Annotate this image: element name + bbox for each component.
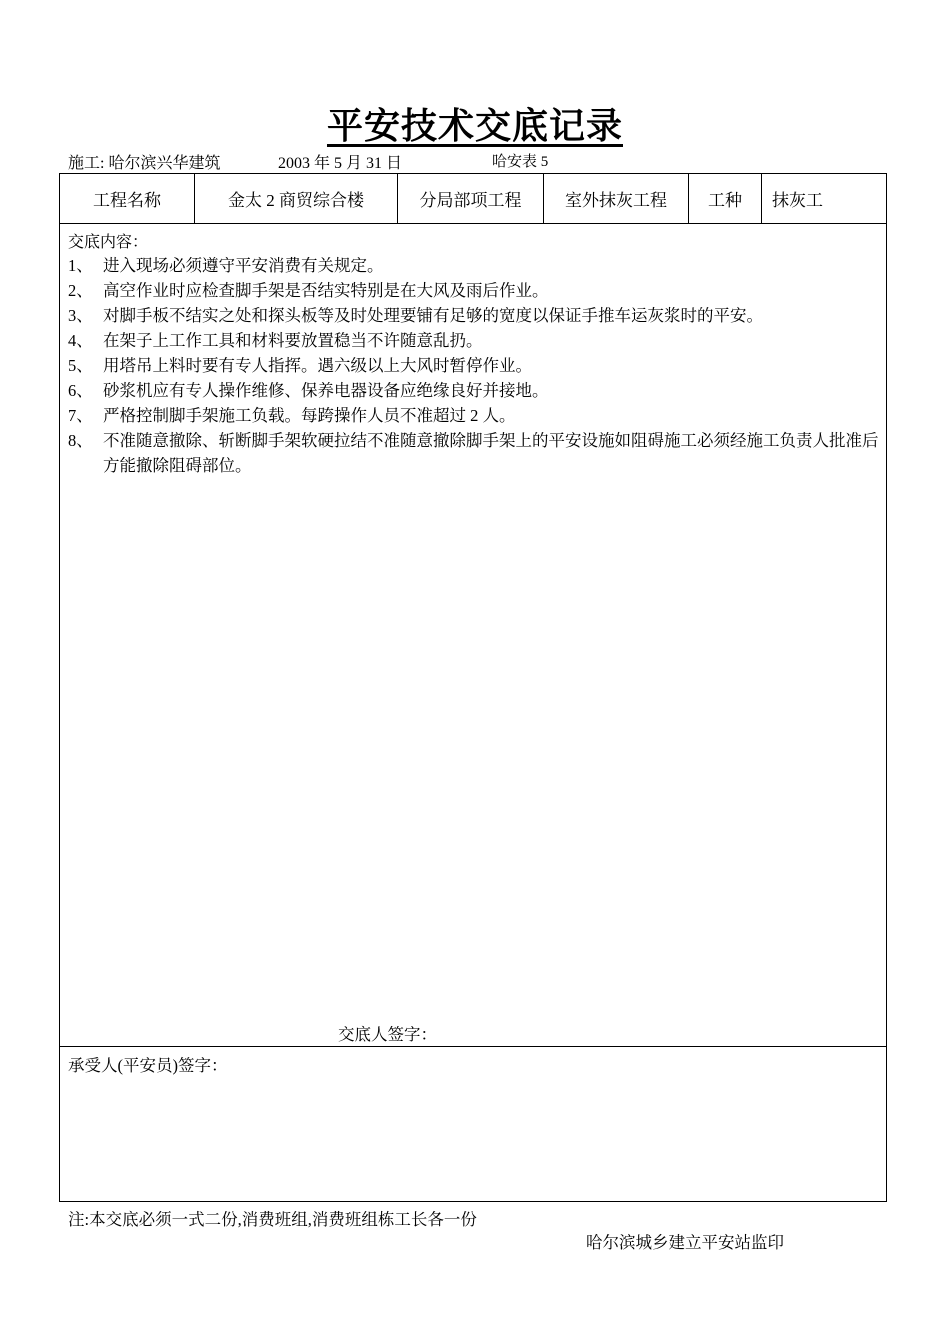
briefing-content-cell — [60, 224, 886, 1047]
trade-label: 工种 — [689, 174, 762, 223]
list-item — [68, 253, 883, 278]
item-text: 进入现场必须遵守平安消费有关规定。 — [103, 256, 384, 275]
item-number: 6、 — [68, 381, 93, 400]
receiver-signature-label: 承受人(平安员)签字： — [68, 1056, 228, 1075]
item-number: 3、 — [68, 306, 93, 325]
item-number: 1、 — [68, 256, 93, 275]
item-number: 4、 — [68, 331, 93, 350]
contractor-line: 施工: 哈尔滨兴华建筑 — [68, 155, 221, 172]
date-line: 2003 年 5 月 31 日 — [278, 155, 403, 172]
deliverer-signature-label: 交底人签字： — [338, 1025, 437, 1044]
list-item — [68, 328, 883, 353]
item-text: 砂浆机应有专人操作维修、保养电器设备应绝缘良好并接地。 — [103, 381, 549, 400]
list-item — [68, 378, 883, 403]
item-number: 2、 — [68, 281, 93, 300]
item-number: 5、 — [68, 356, 93, 375]
list-item — [68, 278, 883, 303]
item-text: 不准随意撤除、斩断脚手架软硬拉结不准随意撤除脚手架上的平安设施如阻碍施工必须经施工负责人批准后方能撤除阻碍部位。 — [103, 431, 879, 475]
sub-project-label: 分局部项工程 — [398, 174, 544, 223]
item-text: 对脚手板不结实之处和探头板等及时处理要铺有足够的宽度以保证手推车运灰浆时的平安。 — [103, 306, 763, 325]
form-code: 哈安表 5 — [492, 154, 549, 170]
project-header-row — [60, 174, 886, 224]
item-text: 严格控制脚手架施工负载。每跨操作人员不准超过 2 人。 — [103, 406, 516, 425]
item-text: 在架子上工作工具和材料要放置稳当不许随意乱扔。 — [103, 331, 483, 350]
footer-note: 注:本交底必须一式二份,消费班组,消费班组栋工长各一份 — [68, 1210, 477, 1229]
trade-value: 抹灰工 — [772, 191, 823, 210]
document-title: 平安技术交底记录 — [326, 106, 623, 146]
project-name-label: 工程名称 — [60, 174, 195, 223]
project-name-value: 金太 2 商贸综合楼 — [195, 174, 398, 223]
seal-line: 哈尔滨城乡建立平安站监印 — [586, 1233, 784, 1252]
briefing-items — [68, 253, 883, 478]
item-text: 高空作业时应检查脚手架是否结实特别是在大风及雨后作业。 — [103, 281, 549, 300]
record-table — [59, 173, 887, 1202]
content-heading: 交底内容： — [68, 234, 149, 251]
sub-project-value: 室外抹灰工程 — [544, 174, 689, 223]
list-item — [68, 428, 883, 478]
list-item — [68, 303, 883, 328]
list-item — [68, 353, 883, 378]
item-number: 7、 — [68, 406, 93, 425]
item-number: 8、 — [68, 431, 93, 450]
item-text: 用塔吊上料时要有专人指挥。遇六级以上大风时暂停作业。 — [103, 356, 532, 375]
list-item — [68, 403, 883, 428]
